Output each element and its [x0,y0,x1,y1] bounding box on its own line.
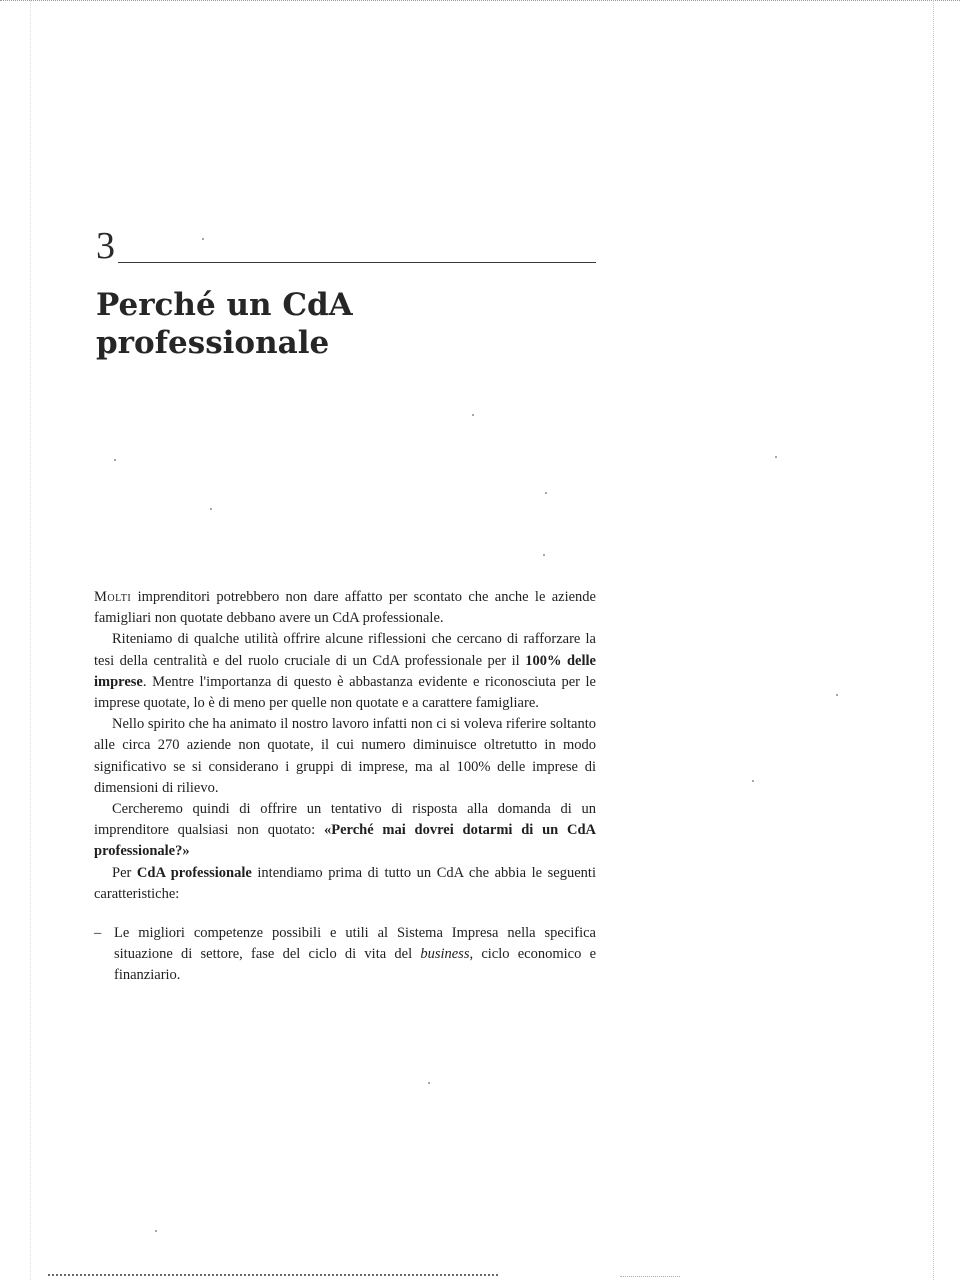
chapter-body [94,587,596,987]
paragraph-5-text-start: Per [112,864,137,881]
chapter-title-line2: professionale [96,325,330,361]
paragraph-1 [94,587,596,629]
scan-speck [545,492,547,494]
paragraph-3 [94,714,596,799]
scan-speck [155,1230,157,1232]
paragraph-5-bold: CdA professionale [136,864,252,881]
scan-edge-bottom-right [620,1276,680,1279]
list-item-text-end: , ciclo economico e finanziario. [114,946,597,984]
list-item-text-start: Le migliori competenze possibili e utili al Sistema Impresa nella specifica situazione di settore, fase del ciclo di vita del [114,925,596,963]
scan-edge-top [0,0,960,5]
paragraph-4-text-start: Cercheremo quindi di offrire un tentativo di risposta alla domanda di un imprenditore qualsiasi non quotato: [94,801,596,839]
paragraph-3-text: Nello spirito che ha animato il nostro lavoro infatti non ci si voleva riferire soltanto alle circa 270 aziende non quotate, il cui numero diminuisce oltretutto in modo significativo se si considerano i gruppi di imprese, ma al 100% delle imprese di dimensioni di rilievo. [94,716,596,796]
scan-speck [472,414,474,416]
chapter-rule [118,262,596,263]
paragraph-2-bold: 100% delle imprese [94,652,596,690]
paragraph-4 [94,799,596,863]
scan-edge-bottom [48,1274,498,1279]
scan-speck [114,459,116,461]
paragraph-1-text: imprenditori potrebbero non dare affatto per scontato che anche le aziende famigliari non quotate debbano avere un CdA professionale. [94,589,596,627]
chapter-title [96,286,516,362]
paragraph-5-text-end: intendiamo prima di tutto un CdA che abbia le seguenti caratteristiche: [94,864,596,902]
list-dash: – [94,925,102,942]
list-item [94,923,596,987]
scan-speck [775,456,777,458]
characteristics-list [94,923,596,987]
scan-edge-left [30,0,32,1280]
scan-speck [752,780,754,782]
chapter-number: 3 [96,225,115,267]
scan-speck [428,1082,430,1084]
paragraph-5 [94,863,596,905]
list-item-italic: business [420,946,470,963]
scan-speck [836,694,838,696]
paragraph-1-lead: Molti [94,589,132,605]
chapter-title-line1: Perché un CdA [96,287,353,323]
scan-speck [202,238,204,240]
scan-speck [210,508,212,510]
scan-edge-right [932,0,934,1280]
paragraph-4-question: «Perché mai dovrei dotarmi di un CdA professionale?» [94,822,596,860]
paragraph-2-text-start: Riteniamo di qualche utilità offrire alcune riflessioni che cercano di rafforzare la tesi della centralità e del ruolo cruciale di un CdA professionale per il [94,631,596,669]
paragraph-2-text-end: . Mentre l'importanza di questo è abbastanza evidente e riconosciuta per le imprese quotate, lo è di meno per quelle non quotate e a carattere famigliare. [94,673,596,712]
paragraph-2 [94,629,596,714]
scan-speck [543,554,545,556]
